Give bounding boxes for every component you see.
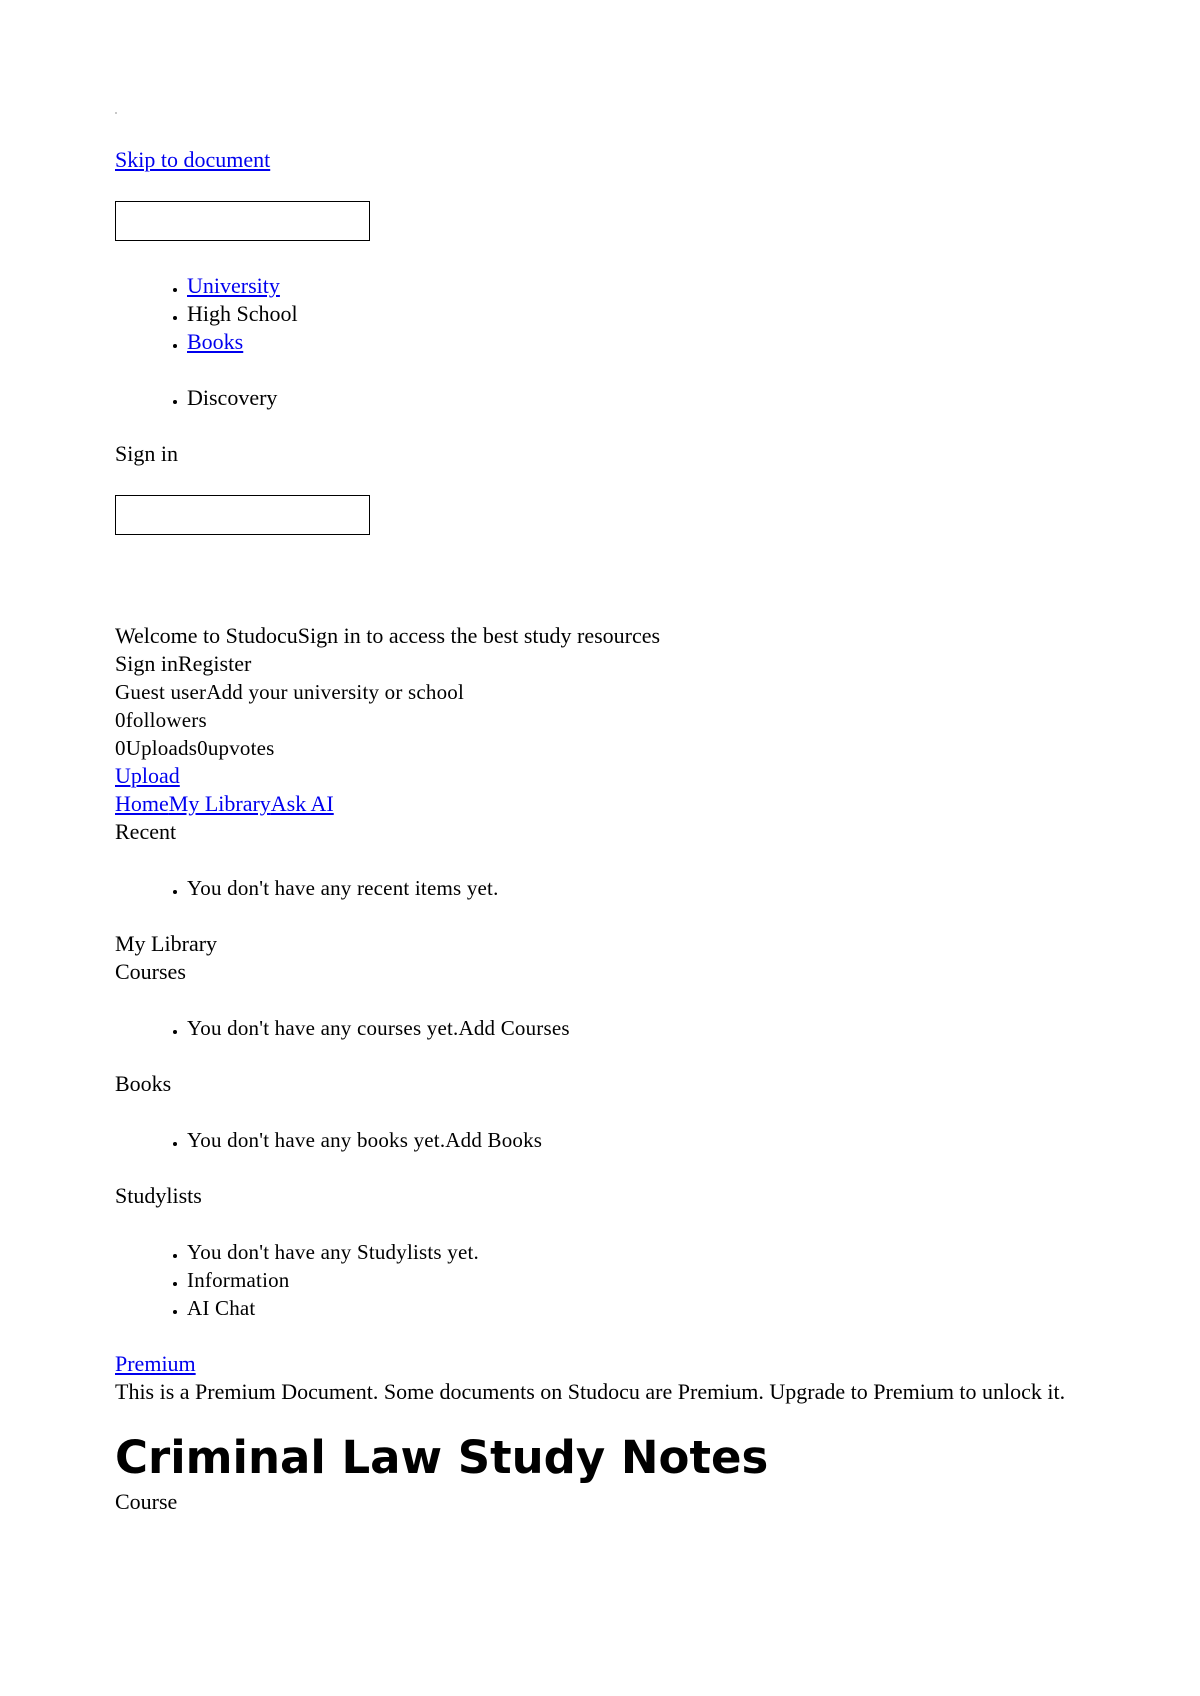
recent-heading: Recent: [115, 819, 177, 844]
document-title: Criminal Law Study Notes: [115, 1431, 769, 1484]
secondary-nav: [115, 384, 277, 412]
upload-row: [115, 762, 1155, 790]
recent-empty-item: • You don't have any recent items yet.: [187, 874, 1155, 902]
followers-count: 0: [115, 708, 126, 732]
nav-label-discovery: Discovery: [187, 385, 278, 410]
tab-information[interactable]: • Information: [187, 1266, 1155, 1294]
nav-home-link[interactable]: Home: [115, 791, 169, 816]
welcome-row: [115, 622, 1155, 650]
main-stack: [115, 622, 1155, 1516]
nav-label-high-school: High School: [187, 301, 298, 326]
auth-row: [115, 650, 1155, 678]
upvotes-label: upvotes: [207, 736, 275, 760]
welcome-subtitle: Sign in to access the best study resources: [297, 623, 661, 648]
books-empty-text: You don't have any books yet.: [187, 1128, 446, 1152]
courses-list: [115, 1014, 1155, 1042]
uploads-count: 0: [115, 736, 126, 760]
guest-name: Guest user: [115, 680, 207, 704]
stats-row: [115, 734, 1155, 762]
courses-empty-text: You don't have any courses yet.: [187, 1016, 459, 1040]
main-nav-row: [115, 790, 1155, 818]
nav-item-discovery[interactable]: [187, 384, 277, 412]
followers-row: [115, 706, 1155, 734]
sign-in-text[interactable]: Sign in: [115, 441, 178, 466]
nav-library-link[interactable]: My Library: [168, 791, 271, 816]
nav-ask-ai-link[interactable]: Ask AI: [270, 791, 334, 816]
courses-heading: Courses: [115, 959, 186, 984]
welcome-title: Welcome to Studocu: [115, 623, 298, 648]
upvotes-count: 0: [197, 736, 208, 760]
nav-item-university[interactable]: [187, 272, 298, 300]
courses-empty-item: [187, 1014, 1155, 1042]
add-courses-button[interactable]: Add Courses: [458, 1016, 570, 1040]
pixel-dot: [115, 112, 117, 114]
add-books-button[interactable]: Add Books: [445, 1128, 543, 1152]
tab-ai-chat[interactable]: • AI Chat: [187, 1294, 1155, 1322]
premium-row: [115, 1350, 1155, 1378]
doc-tabs: [115, 1266, 1155, 1322]
studylists-empty-item: • You don't have any Studylists yet.: [187, 1238, 1155, 1266]
nav-item-books[interactable]: [187, 328, 298, 356]
search-box[interactable]: [115, 201, 370, 241]
premium-notice: This is a Premium Document. Some documents on Studocu are Premium. Upgrade to Premium to unlock it.: [115, 1379, 1066, 1404]
sign-in-button[interactable]: Sign in: [115, 651, 178, 676]
primary-nav: [115, 272, 298, 356]
secondary-input-box[interactable]: [115, 495, 370, 535]
books-list: [115, 1126, 1155, 1154]
nav-item-high-school[interactable]: [187, 300, 298, 328]
studylists-list: [115, 1238, 1155, 1266]
guest-row: [115, 678, 1155, 706]
add-school-link[interactable]: Add your university or school: [206, 680, 465, 704]
upload-link[interactable]: Upload: [115, 763, 180, 788]
followers-label: followers: [125, 708, 207, 732]
recent-list: [115, 874, 1155, 902]
uploads-label: Uploads: [125, 736, 198, 760]
skip-to-document-link[interactable]: Skip to document: [115, 147, 271, 172]
nav-link-university[interactable]: University: [187, 273, 280, 298]
books-heading: Books: [115, 1071, 172, 1096]
course-label: Course: [115, 1489, 178, 1514]
register-button[interactable]: Register: [177, 651, 252, 676]
studylists-heading: Studylists: [115, 1183, 202, 1208]
library-heading: My Library: [115, 931, 218, 956]
nav-link-books[interactable]: Books: [187, 329, 244, 354]
books-empty-item: [187, 1126, 1155, 1154]
premium-link[interactable]: Premium: [115, 1351, 196, 1376]
